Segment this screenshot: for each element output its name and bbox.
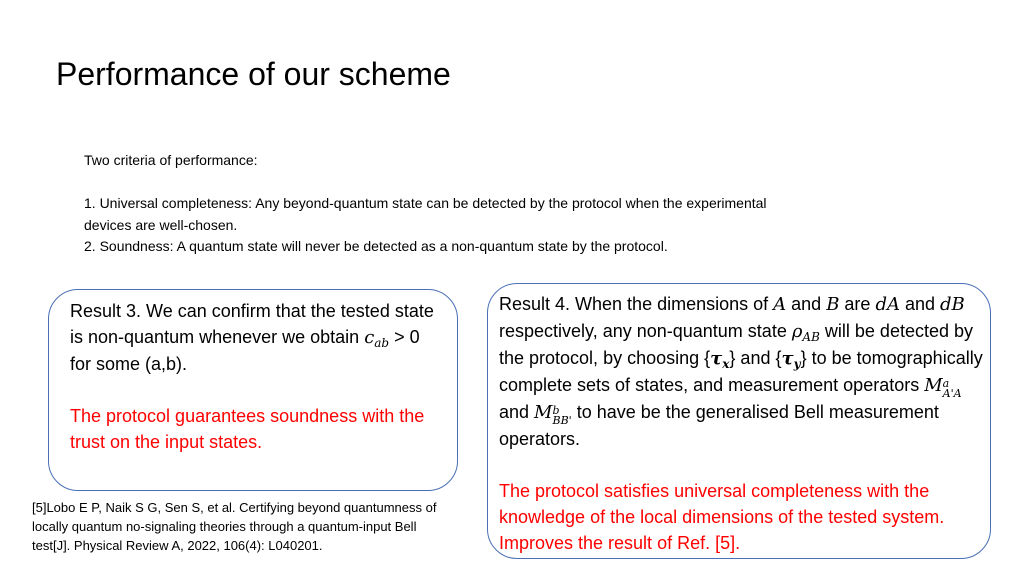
result-4-box <box>487 283 991 559</box>
criteria-item-1-line-1: 1. Universal completeness: Any beyond-quantum state can be detected by the protocol when the experimental <box>84 195 767 211</box>
result-4-statement: Result 4. When the dimensions of A and B are dA and dB respectively, any non-quantum state $\rho_{AB}$ will be detected by the protocol, by choosing $\{\tau_x\}$ and $\{\tau_y\}$ to be tomographically complete sets of states, and measurement operators M a A'A and M b BB' to have be the generalised Bell measurement operators. <box>499 294 983 449</box>
result-3-statement: Result 3. We can confirm that the tested state is non-quantum whenever we obtain $c_{ab} > 0$ for some (a,b). <box>70 301 434 374</box>
criteria-item-2: 2. Soundness: A quantum state will never be detected as a non-quantum state by the protocol. <box>84 238 668 254</box>
result-3-soundness-note: The protocol guarantees soundness with the trust on the input states. <box>70 406 425 452</box>
slide-title: Performance of our scheme <box>56 56 451 92</box>
criteria-item-1-line-2: devices are well-chosen. <box>84 216 238 233</box>
result-4-completeness-note: The protocol satisfies universal completeness with the knowledge of the local dimensions of the tested system. Improves the result of Ref. [5]. <box>499 481 945 553</box>
result-3-box <box>48 289 458 491</box>
reference-citation: [5]Lobo E P, Naik S G, Sen S, et al. Certifying beyond quantumness of locally quantum no-signaling theories through a quantum-input Bell test[J]. Physical Review A, 2022, 106(4): L040201. <box>32 500 437 553</box>
criteria-intro: Two criteria of performance: <box>84 152 258 168</box>
criteria-block <box>84 150 964 258</box>
